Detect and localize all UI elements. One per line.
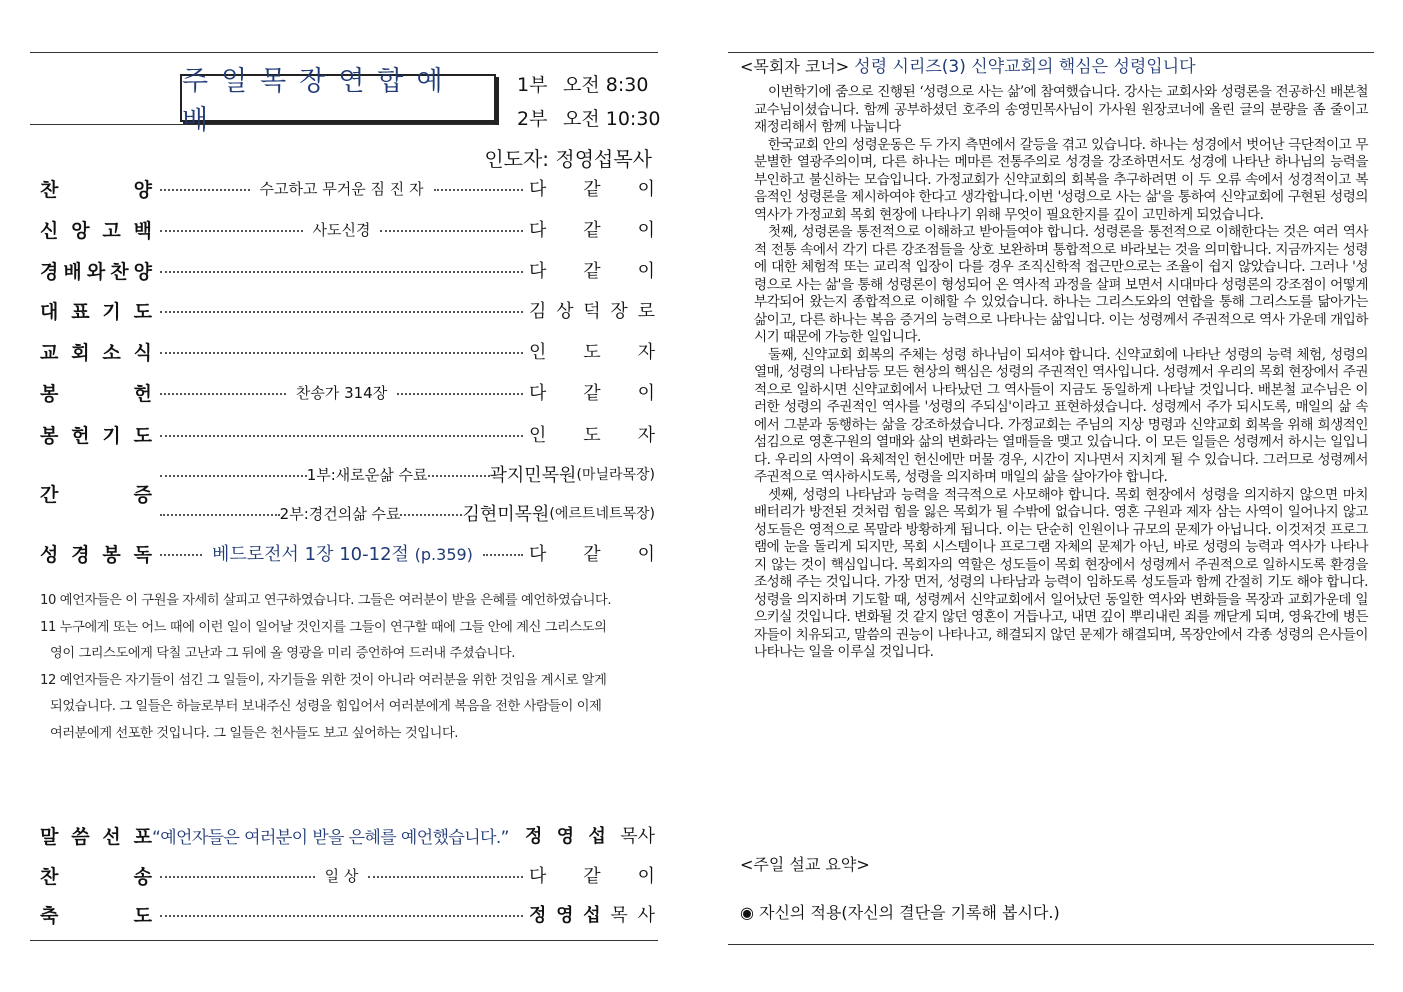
scripture-reading (40, 538, 655, 568)
corner-title: 성령 시리즈(3) 신약교회의 핵심은 성령입니다 (854, 57, 1196, 77)
header-rule (30, 124, 495, 125)
testimony-line-1 (160, 460, 655, 488)
order-who: 인 도 자 (529, 425, 655, 446)
order-label: 신 앙 고 백 (40, 219, 152, 242)
verse-line: 영이 그리스도에게 닥칠 고난과 그 뒤에 올 영광을 미리 증언하여 드러내 주셨습니다. (50, 646, 516, 661)
order-middle: 수고하고 무거운 짐 진 자 (259, 179, 424, 198)
scripture-verses (40, 588, 650, 747)
order-row (40, 255, 655, 285)
order-label: 봉 헌 (40, 382, 152, 405)
order-middle: 찬송가 314장 (295, 383, 388, 402)
order-who: 다 같 이 (529, 179, 655, 200)
article-paragraph: 셋째, 성령의 나타남과 능력을 적극적으로 사모해야 합니다. 목회 현장에서 성령을 의지하지 않으면 마치 배터리가 방전된 것처럼 힘을 잃은 목회가 될 수밖에 없습니다. 영혼 구원과 제자 삼는 사역이 일어나지 않고 성도들은 영적으로 목말라 방황하게 됩니다. 이는 단순히 인원이나 규모의 문제가 아닙니다. 이것저것 프로그램에 눈을 돌리게 되지만, 목회 시스템이나 프로그램 자체의 문제가 아닌, 바로 성령의 능력과 역사가 나타나지 않는 것이 핵심입니다. 목회자의 역할은 성도들이 목회 현장에서 성령께서 주권적으로 일하시도록 환경을 조성해 주는 것입니다. 가장 먼저, 성령의 나타남과 능력이 임하도록 성도들과 함께 간절히 기도 해야 합니다. 성령을 의지하며 기도할 때, 성령께서 신약교회에서 일어났던 동일한 역사와 변화들을 목장과 교회가운데 일으키실 것입니다. 변화될 것 같지 않던 영혼이 거듭나고, 내면 깊이 뿌리내린 죄를 깨닫게 되며, 영육간에 병든 자들이 치유되고, 말씀의 권능이 나타나고, 해결되지 않던 문제가 해결되며, 목장안에서 각종 성령의 은사들이 나타나는 일을 이루실 것입니다. (754, 486, 1368, 660)
leader: 인도자: 정영섭목사 (484, 147, 652, 171)
testimony-note: (에르트네트목장) (549, 506, 655, 522)
corner-prefix: <목회자 코너> (740, 57, 850, 76)
bottom-rule (30, 940, 658, 941)
article-paragraph: 둘째, 신약교회 회복의 주체는 성령 하나님이 되셔야 합니다. 신약교회에 나타난 성령의 능력 체험, 성령의 열매, 성령의 나타남등 모든 현상의 핵심은 성령의 주권적인 역사입니다. 성령께서 우리의 목회 현장에서 주권적으로 일하시면 신약교회에서 나타났던 그 역사들이 지금도 동일하게 나타날 것입니다. 배본철 교수님은 이러한 성령의 주권적인 역사를 '성령의 주되심'이라고 표현하셨습니다. 성령께서 주가 되시도록, 매일의 삶 속에서 그분과 동행하는 삶을 강조하셨습니다. 가정교회는 주님의 지상 명령과 신약교회 회복을 위해 희생적인 섬김으로 영혼구원의 열매와 삶의 변화라는 열매들을 맺고 있습니다. 이 모든 일들은 성령께서 하시는 일입니다. 우리의 사역이 육체적인 헌신에만 머물 경우, 시간이 지나면서 지치게 될 수 있습니다. 그러므로 성령께서 주권적으로 역사하시도록, 성령을 의지하며 매일의 삶을 살아가야 합니다. (754, 346, 1368, 485)
article-paragraph: 첫째, 성령론을 통전적으로 이해하고 받아들여야 합니다. 성령론을 통전적으로 이해한다는 것은 여러 역사적 전통 속에서 각기 다른 강조점들을 상호 보완하며 통합적으로 바라보는 것을 의미합니다. 지금까지는 성령에 대한 체험적 또는 교리적 입장이 다를 경우 조직신학적 접근만으로는 조율이 쉽지 않았습니다. 그러나 '성령으로 사는 삶'을 통해 성령론이 형성되어 온 역사적 과정을 살펴 보면서 시대마다 성령론의 강조점이 어떻게 부각되어 왔는지 종합적으로 이해할 수 있었습니다. 하나는 그리스도와의 연합을 통해 그리스도를 닮아가는 삶이고, 다른 하나는 복음 증거의 능력으로 나타나는 삶입니다. 이는 성령께서 주권적으로 역사 가운데 개입하시기 때문에 가능한 일입니다. (754, 224, 1368, 345)
scripture-passage: 베드로전서 1장 10-12절 (p.359) (212, 544, 473, 565)
order-who: 김 상 덕 장 로 (529, 301, 655, 322)
sermon-title: “예언자들은 여러분이 받을 은혜를 예언했습니다.” (152, 827, 509, 848)
article-paragraph: 한국교회 안의 성령운동은 두 가지 측면에서 갈등을 겪고 있습니다. 하나는 성경에서 벗어난 극단적이고 무분별한 열광주의이며, 다른 하나는 메마른 전통주의로 성경을 강조하면서도 성경에 나타난 하나님의 능력을 부인하고 불신하는 모습입니다. 가정교회가 신약교회의 회복을 추구하려면 이 두 오류 속에서 성경적이고 복음적인 성령론을 제시하여야 한다고 생각합니다.이번 '성령으로 사는 삶'을 통하여 신약교회에 구현된 성령의 역사가 가정교회 목회 현장에 나타나기 위해 무엇이 필요한지를 깊이 고민하게 되었습니다. (754, 136, 1368, 223)
testimony-text: 1부:새로운삶 수료 (306, 465, 428, 484)
service-label: 1부 (517, 74, 548, 96)
order-row (40, 377, 655, 407)
testimony-text: 2부:경건의삶 수료 (279, 504, 401, 523)
order-who: 다 같 이 (529, 220, 655, 241)
order-row (40, 295, 655, 325)
order-label: 성 경 봉 독 (40, 543, 152, 566)
order-row (40, 214, 655, 244)
verse-line: 여러분에게 선포한 것입니다. 그 일들은 천사들도 보고 싶어하는 것입니다. (50, 725, 459, 741)
order-label: 찬 양 (40, 178, 152, 201)
order-row (40, 336, 655, 366)
service-label: 2부 (517, 108, 548, 130)
application-prompt: ◉ 자신의 적용(자신의 결단을 기록해 봅시다.) (740, 903, 1060, 922)
order-who: 다 같 이 (529, 544, 655, 565)
testimony-name: 곽지민목원 (489, 465, 577, 486)
article-paragraph: 이번학기에 줌으로 진행된 ‘성령으로 사는 삶’에 참여했습니다. 강사는 교회사와 성령론을 전공하신 배본철 교수님이셨습니다. 함께 공부하셨던 호주의 송영민목사님이 가사원 원장코너에 올린 글의 분량을 좀 줄이고 재정리해서 함께 나눕니다 (754, 84, 1368, 135)
top-rule (30, 52, 658, 53)
order-who: 다 같 이 (529, 261, 655, 282)
pastor-corner-heading (740, 52, 1196, 77)
verse-line: 10 예언자들은 이 구원을 자세히 살피고 연구하였습니다. 그들은 여러분이 받을 은혜를 예언하였습니다. (40, 593, 612, 608)
bottom-rule (728, 944, 1374, 945)
right-page (700, 0, 1403, 992)
order-who: 인 도 자 (529, 342, 655, 363)
service-time: 오전 10:30 (563, 108, 661, 130)
order-label: 축 도 (40, 904, 152, 927)
order-middle: 일 상 (324, 866, 359, 885)
testimony-line-2 (160, 499, 655, 527)
sermon-row (40, 820, 655, 850)
order-row (40, 419, 655, 449)
order-who: 다 같 이 (529, 866, 655, 887)
benediction-row (40, 899, 655, 929)
order-label: 교 회 소 식 (40, 341, 152, 364)
service-time-1 (517, 70, 648, 97)
closing-hymn-row (40, 860, 655, 890)
order-label: 대 표 기 도 (40, 300, 152, 323)
verse-line: 12 예언자들은 자기들이 섬긴 그 일들이, 자기들을 위한 것이 아니라 여러분을 위한 것임을 계시로 알게 (40, 672, 607, 688)
testimony-name: 김현미목원 (462, 504, 550, 525)
testimony-note: (마닐라목장) (576, 467, 655, 483)
service-title: 주일목장연합예배 (180, 74, 496, 122)
order-who: 정 영 섭 목 사 (529, 905, 655, 926)
pastor-article (754, 84, 1368, 662)
sermon-summary-heading: <주일 설교 요약> (740, 855, 870, 874)
verse-line: 11 누구에게 또는 어느 때에 이런 일이 일어날 것인지를 그들이 연구할 때에 그들 안에 계신 그리스도의 (40, 619, 607, 635)
order-row (40, 173, 655, 203)
order-label: 경 배 와 찬 양 (40, 260, 152, 283)
service-time: 오전 8:30 (563, 74, 649, 96)
left-page (0, 0, 700, 992)
order-label: 말 씀 선 포 (40, 825, 152, 848)
verse-line: 되었습니다. 그 일들은 하늘로부터 보내주신 성령을 힘입어서 여러분에게 복음을 전한 사람들이 이제 (50, 699, 602, 714)
order-who: 다 같 이 (529, 383, 655, 404)
order-who: 정 영 섭 목사 (525, 826, 655, 847)
order-middle: 사도신경 (312, 220, 371, 239)
order-label: 봉 헌 기 도 (40, 424, 152, 447)
service-time-2 (517, 104, 661, 131)
order-label: 찬 송 (40, 865, 152, 888)
testimony-label: 간 증 (40, 484, 152, 506)
